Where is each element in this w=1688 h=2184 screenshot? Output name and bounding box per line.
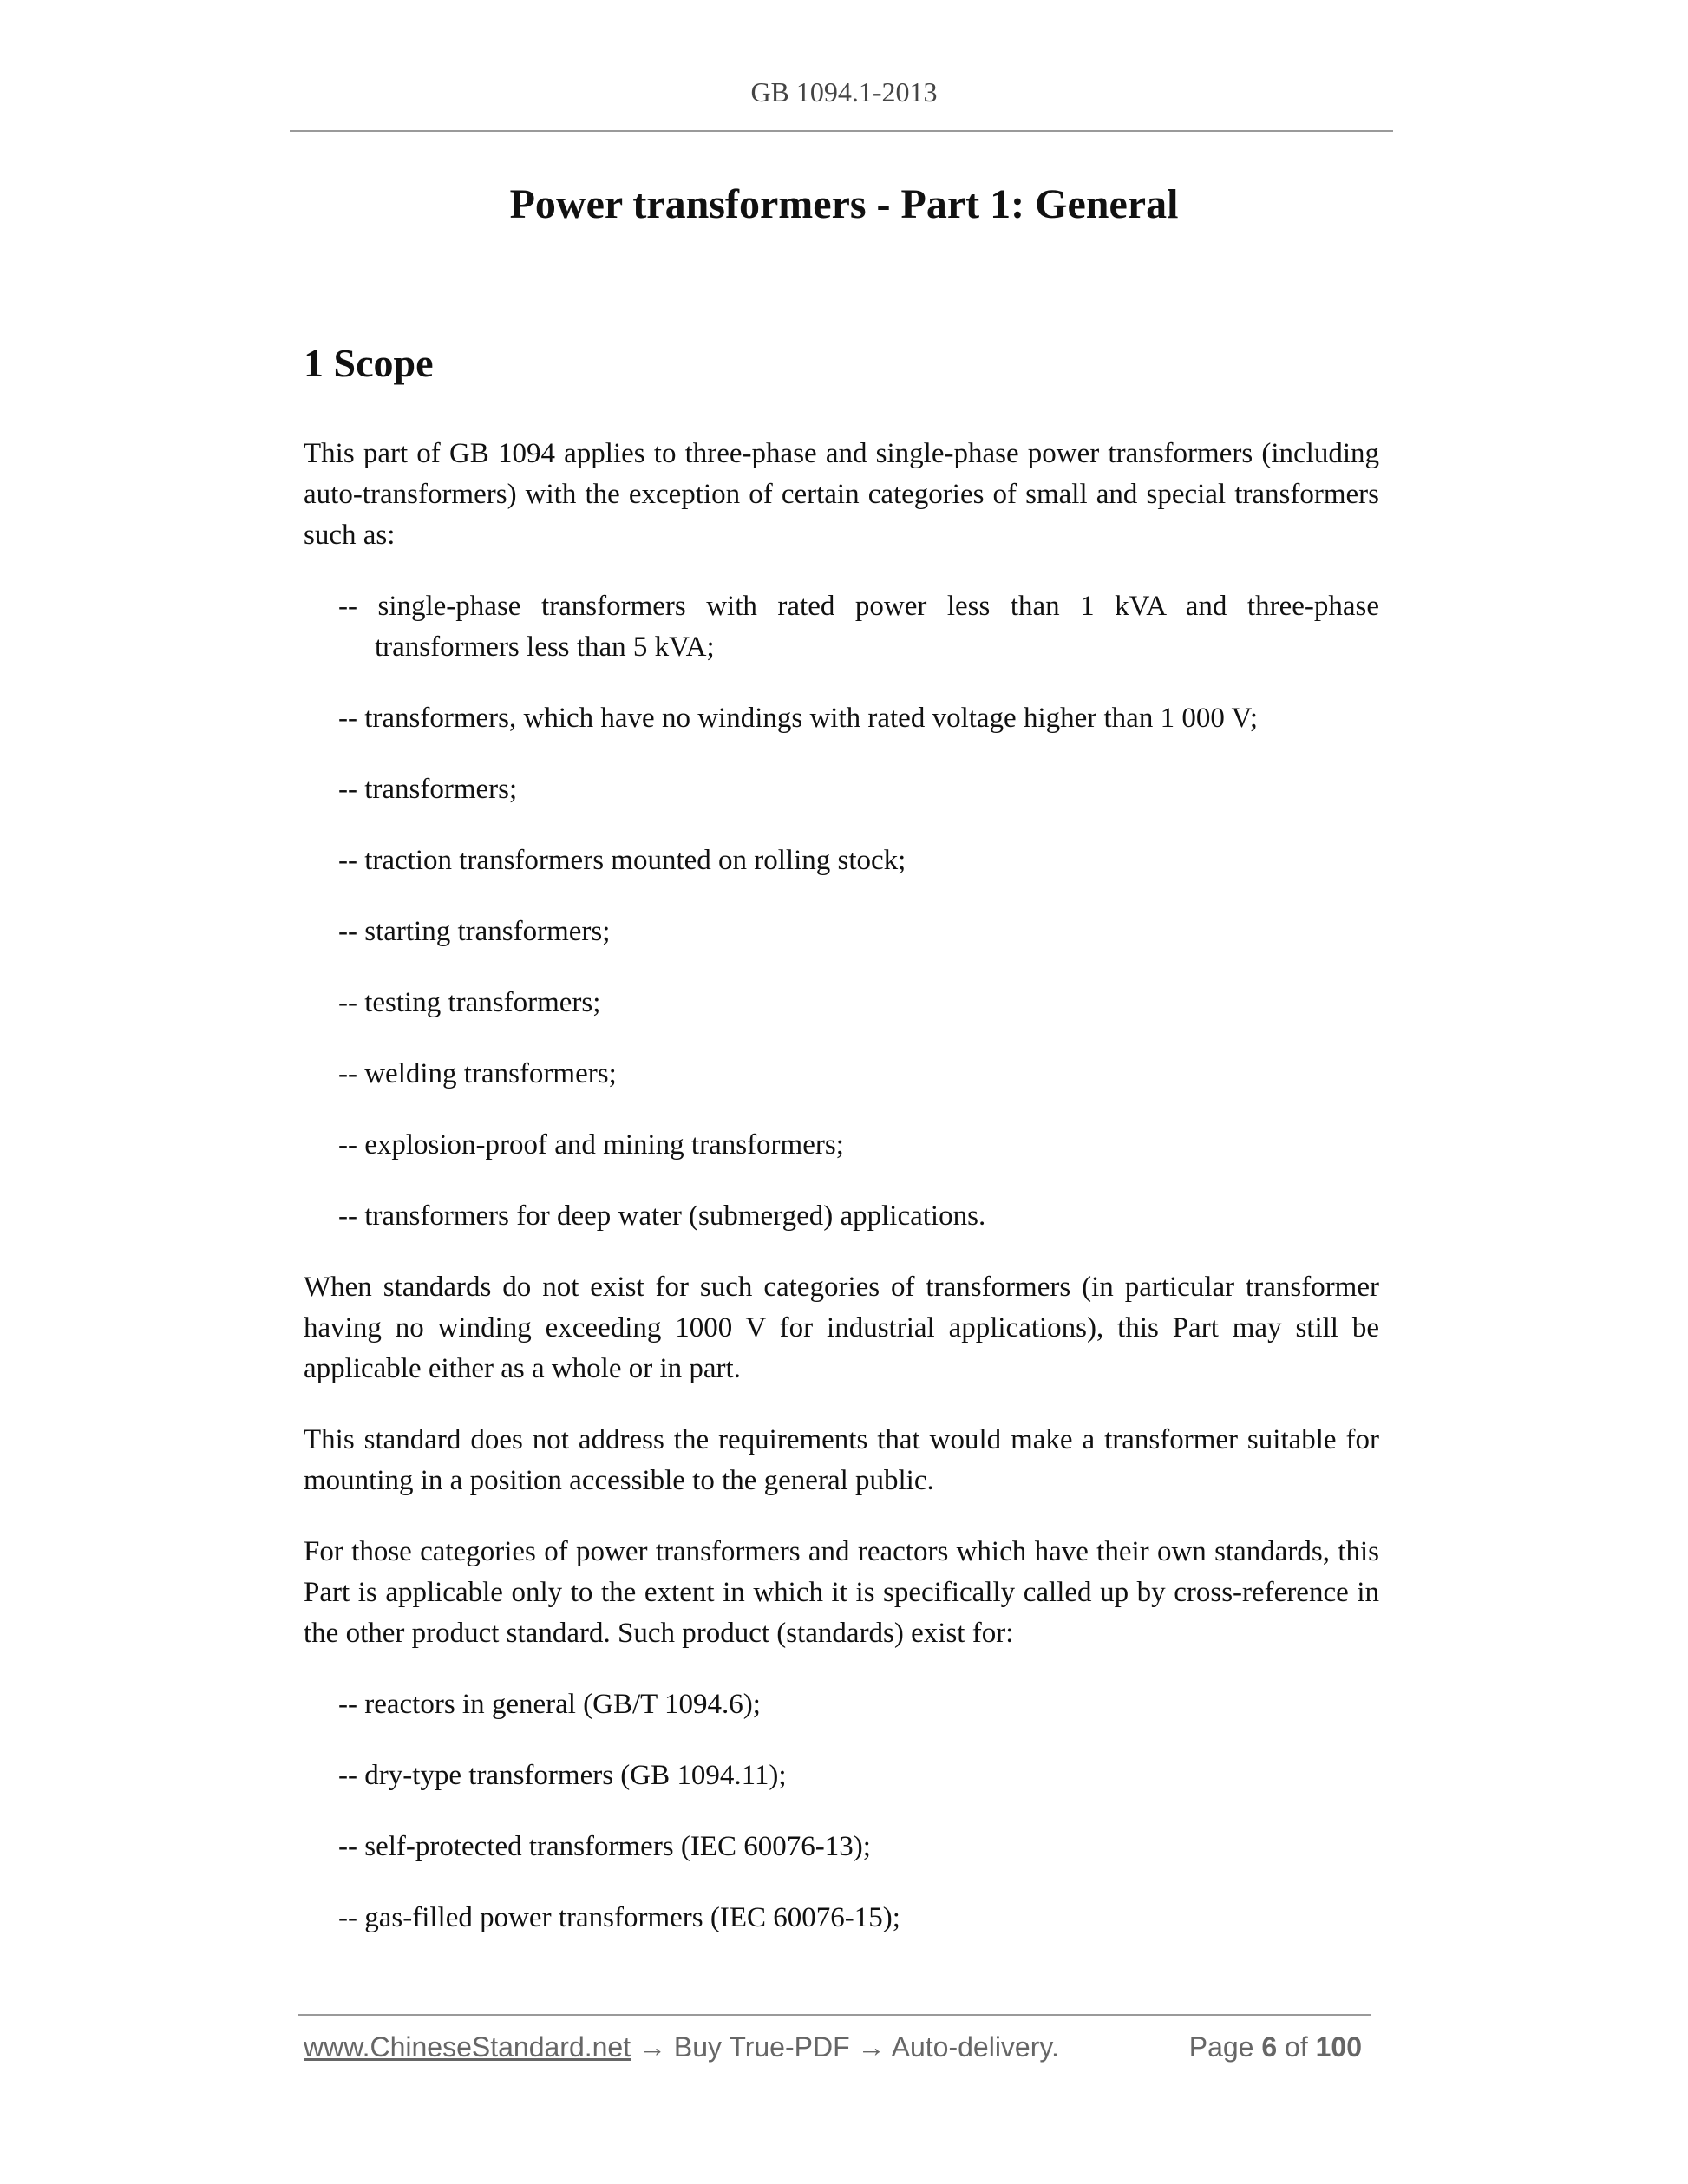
website-link[interactable]: www.ChineseStandard.net: [304, 2031, 631, 2063]
list-item: -- welding transformers;: [338, 1058, 617, 1089]
footer-divider: [298, 2014, 1371, 2016]
buy-pdf-text: Buy True-PDF: [673, 2031, 850, 2063]
list-item: -- gas-filled power transformers (IEC 60076-15);: [338, 1902, 900, 1933]
cross-reference-paragraph: For those categories of power transformers and reactors which have their own standards, this Part is applicable only to the extent in which it is specifically called up by cross-reference in the other product standard. Such product (standards) exist for:: [304, 1536, 1379, 1649]
applicability-paragraph: When standards do not exist for such categories of transformers (in particular transformer having no winding exceeding 1000 V for industrial applications), this Part may still be applicable either as a whole or in part.: [304, 1272, 1379, 1384]
list-item: -- transformers;: [338, 774, 518, 805]
public-access-paragraph: This standard does not address the requirements that would make a transformer suitable for mounting in a position accessible to the general public.: [304, 1424, 1379, 1496]
page-of-label: of: [1285, 2031, 1308, 2063]
current-page: 6: [1261, 2031, 1278, 2063]
page-label: Page: [1188, 2031, 1254, 2063]
list-item: -- testing transformers;: [338, 987, 601, 1018]
list-item: -- transformers, which have no windings with rated voltage higher than 1 000 V;: [338, 703, 1259, 734]
list-item: -- reactors in general (GB/T 1094.6);: [338, 1689, 761, 1720]
arrow-right-icon: →: [638, 2031, 666, 2063]
arrow-right-icon: →: [857, 2031, 886, 2063]
product-standards-list: [304, 1684, 1379, 1939]
page-footer: [304, 2031, 1371, 2063]
scope-body: [304, 434, 1379, 1969]
list-item: -- starting transformers;: [338, 916, 611, 947]
list-item: -- traction transformers mounted on rolling stock;: [338, 845, 906, 876]
header-divider: [290, 130, 1393, 132]
document-title: Power transformers - Part 1: General: [509, 181, 1179, 227]
auto-delivery-text: Auto-delivery.: [891, 2031, 1059, 2063]
list-item: -- dry-type transformers (GB 1094.11);: [338, 1760, 787, 1791]
list-item: -- explosion-proof and mining transformers;: [338, 1129, 844, 1161]
scope-intro-paragraph: This part of GB 1094 applies to three-phase and single-phase power transformers (including auto-transformers) with the exception of certain categories of small and special transformers such as:: [304, 438, 1379, 551]
list-item: -- single-phase transformers with rated power less than 1 kVA and three-phase transformers less than 5 kVA;: [338, 591, 1379, 663]
list-item: -- self-protected transformers (IEC 60076-13);: [338, 1831, 871, 1862]
total-pages: 100: [1315, 2031, 1362, 2063]
header-document-code: GB 1094.1-2013: [750, 76, 938, 108]
section-heading-scope: 1 Scope: [304, 341, 434, 385]
page-number: [1189, 2031, 1362, 2063]
list-item: -- transformers for deep water (submerged) applications.: [338, 1200, 986, 1232]
exceptions-list: [304, 586, 1379, 1237]
